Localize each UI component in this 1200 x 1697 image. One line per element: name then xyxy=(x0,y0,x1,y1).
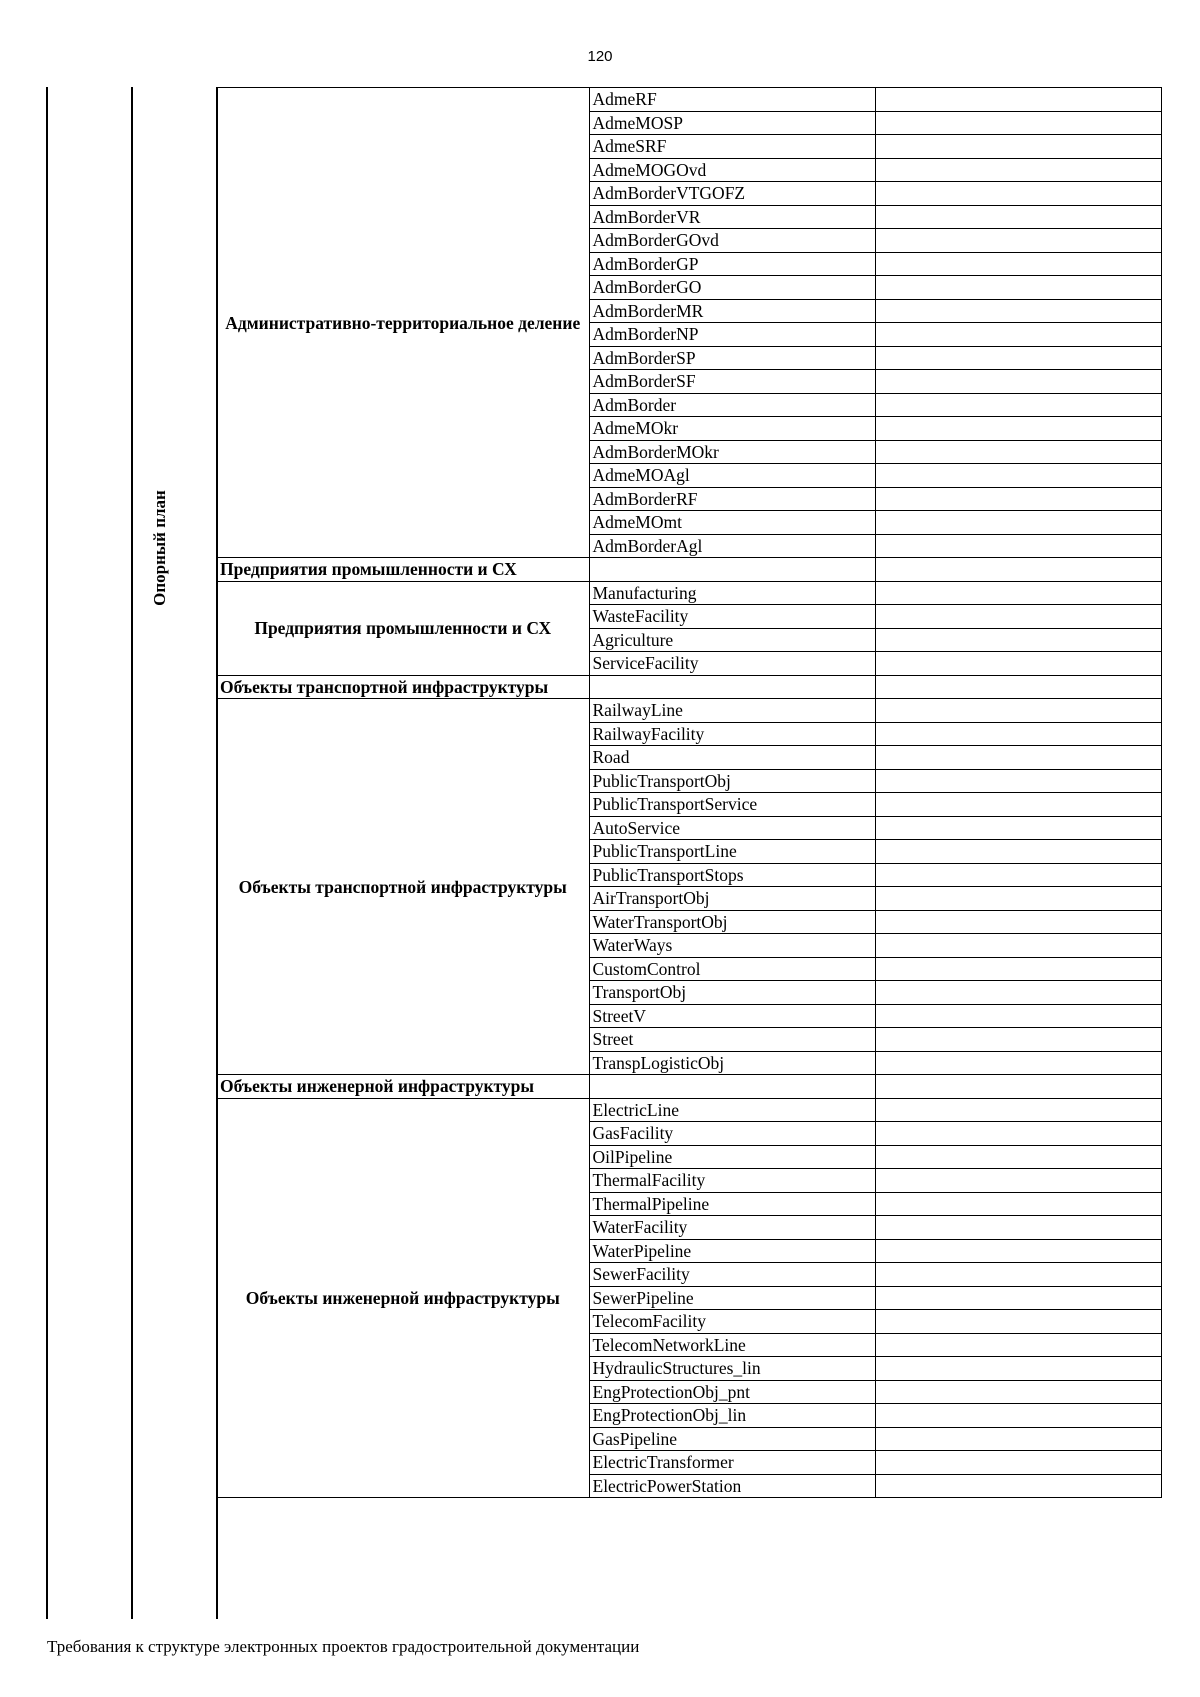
empty-cell xyxy=(875,440,1161,464)
empty-cell xyxy=(875,323,1161,347)
layer-name-cell: AdmBorderNP xyxy=(589,323,875,347)
empty-cell xyxy=(875,981,1161,1005)
empty-cell xyxy=(875,299,1161,323)
section-heading-row xyxy=(217,675,1161,699)
layer-name-cell: AdmeRF xyxy=(589,88,875,112)
layer-name-cell: WasteFacility xyxy=(589,605,875,629)
layer-name-cell: ElectricPowerStation xyxy=(589,1474,875,1498)
empty-cell xyxy=(875,746,1161,770)
section-heading-row xyxy=(217,558,1161,582)
layer-name-cell: AdmBorderAgl xyxy=(589,534,875,558)
empty-cell xyxy=(875,1028,1161,1052)
empty-cell xyxy=(875,840,1161,864)
empty-cell xyxy=(875,1263,1161,1287)
empty-cell xyxy=(875,1286,1161,1310)
left-border-line xyxy=(46,87,48,1619)
empty-cell xyxy=(875,417,1161,441)
layer-name-cell: AdmBorderSP xyxy=(589,346,875,370)
empty-cell xyxy=(875,1145,1161,1169)
footer-text: Требования к структуре электронных проектов градостроительной документации xyxy=(47,1637,640,1656)
table-row xyxy=(217,1098,1161,1122)
layer-name-cell: PublicTransportObj xyxy=(589,769,875,793)
empty-cell xyxy=(875,346,1161,370)
layer-name-cell: EngProtectionObj_lin xyxy=(589,1404,875,1428)
layer-name-cell: WaterPipeline xyxy=(589,1239,875,1263)
layer-name-cell: AdmeSRF xyxy=(589,135,875,159)
layer-name-cell: ThermalFacility xyxy=(589,1169,875,1193)
layer-name-cell: Road xyxy=(589,746,875,770)
layer-name-cell: SewerFacility xyxy=(589,1263,875,1287)
group-label: Объекты инженерной инфраструктуры xyxy=(217,1098,589,1498)
empty-cell xyxy=(875,581,1161,605)
section-heading: Объекты инженерной инфраструктуры xyxy=(217,1075,589,1099)
group-label: Предприятия промышленности и СХ xyxy=(217,581,589,675)
empty-cell xyxy=(875,628,1161,652)
layer-name-cell: CustomControl xyxy=(589,957,875,981)
layer-name-cell: AdmeMOkr xyxy=(589,417,875,441)
empty-cell xyxy=(875,1451,1161,1475)
empty-cell xyxy=(875,652,1161,676)
layer-name-cell: ThermalPipeline xyxy=(589,1192,875,1216)
layer-name-cell: PublicTransportLine xyxy=(589,840,875,864)
empty-cell xyxy=(875,934,1161,958)
empty-cell xyxy=(875,863,1161,887)
layer-name-cell: PublicTransportService xyxy=(589,793,875,817)
empty-cell xyxy=(875,699,1161,723)
empty-cell xyxy=(875,135,1161,159)
empty-cell xyxy=(875,534,1161,558)
layer-name-cell: OilPipeline xyxy=(589,1145,875,1169)
empty-cell xyxy=(875,816,1161,840)
layer-name-cell: PublicTransportStops xyxy=(589,863,875,887)
layer-name-cell: TelecomNetworkLine xyxy=(589,1333,875,1357)
layer-name-cell: RailwayLine xyxy=(589,699,875,723)
section-heading-row xyxy=(217,1075,1161,1099)
empty-cell xyxy=(875,1239,1161,1263)
layer-name-cell: AdmBorderRF xyxy=(589,487,875,511)
empty-cell xyxy=(875,370,1161,394)
column-divider-line xyxy=(131,87,133,1619)
layer-name-cell: ElectricTransformer xyxy=(589,1451,875,1475)
empty-cell xyxy=(875,1404,1161,1428)
empty-cell xyxy=(589,558,875,582)
side-label: Опорный план xyxy=(150,490,169,606)
layer-name-cell: AutoService xyxy=(589,816,875,840)
empty-cell xyxy=(875,722,1161,746)
group-label: Объекты транспортной инфраструктуры xyxy=(217,699,589,1075)
layer-name-cell: Agriculture xyxy=(589,628,875,652)
empty-cell xyxy=(875,1004,1161,1028)
layer-name-cell: RailwayFacility xyxy=(589,722,875,746)
layer-name-cell: HydraulicStructures_lin xyxy=(589,1357,875,1381)
empty-cell xyxy=(875,1216,1161,1240)
empty-cell xyxy=(875,1075,1161,1099)
layer-name-cell: EngProtectionObj_pnt xyxy=(589,1380,875,1404)
layer-name-cell: TranspLogisticObj xyxy=(589,1051,875,1075)
empty-cell xyxy=(875,1357,1161,1381)
empty-cell xyxy=(875,1474,1161,1498)
layer-name-cell: GasPipeline xyxy=(589,1427,875,1451)
layer-name-cell: AdmBorderSF xyxy=(589,370,875,394)
layer-name-cell: StreetV xyxy=(589,1004,875,1028)
layer-name-cell: AdmBorderGP xyxy=(589,252,875,276)
empty-cell xyxy=(875,1310,1161,1334)
empty-cell xyxy=(875,1122,1161,1146)
layer-name-cell: AdmeMOGOvd xyxy=(589,158,875,182)
empty-cell xyxy=(875,1380,1161,1404)
section-heading: Предприятия промышленности и СХ xyxy=(217,558,589,582)
empty-cell xyxy=(875,229,1161,253)
empty-cell xyxy=(589,1075,875,1099)
layer-name-cell: WaterTransportObj xyxy=(589,910,875,934)
empty-cell xyxy=(875,205,1161,229)
empty-cell xyxy=(875,464,1161,488)
layer-name-cell: WaterFacility xyxy=(589,1216,875,1240)
table-row xyxy=(217,699,1161,723)
layer-name-cell: Manufacturing xyxy=(589,581,875,605)
empty-cell xyxy=(875,887,1161,911)
empty-cell xyxy=(875,793,1161,817)
empty-cell xyxy=(875,1427,1161,1451)
layer-name-cell: AdmBorderVR xyxy=(589,205,875,229)
empty-cell xyxy=(875,957,1161,981)
empty-cell xyxy=(589,675,875,699)
empty-cell xyxy=(875,1098,1161,1122)
layer-name-cell: AdmBorderMR xyxy=(589,299,875,323)
layer-name-cell: WaterWays xyxy=(589,934,875,958)
empty-cell xyxy=(875,769,1161,793)
layer-name-cell: AdmBorder xyxy=(589,393,875,417)
layer-name-cell: AdmeMOAgl xyxy=(589,464,875,488)
table-row xyxy=(217,581,1161,605)
empty-cell xyxy=(875,182,1161,206)
layer-name-cell: AdmBorderGO xyxy=(589,276,875,300)
layer-name-cell: AdmBorderMOkr xyxy=(589,440,875,464)
empty-cell xyxy=(875,252,1161,276)
empty-cell xyxy=(875,511,1161,535)
layer-name-cell: AirTransportObj xyxy=(589,887,875,911)
layer-name-cell: ServiceFacility xyxy=(589,652,875,676)
empty-cell xyxy=(875,276,1161,300)
group-label: Административно-территориальное деление xyxy=(217,88,589,558)
layer-name-cell: ElectricLine xyxy=(589,1098,875,1122)
layer-name-cell: TelecomFacility xyxy=(589,1310,875,1334)
layer-name-cell: Street xyxy=(589,1028,875,1052)
layer-name-cell: AdmeMOSP xyxy=(589,111,875,135)
empty-cell xyxy=(875,910,1161,934)
table-row xyxy=(217,88,1161,112)
empty-cell xyxy=(875,1051,1161,1075)
layer-name-cell: TransportObj xyxy=(589,981,875,1005)
empty-cell xyxy=(875,111,1161,135)
section-heading: Объекты транспортной инфраструктуры xyxy=(217,675,589,699)
empty-cell xyxy=(875,675,1161,699)
empty-cell xyxy=(875,158,1161,182)
empty-cell xyxy=(875,487,1161,511)
layer-name-cell: SewerPipeline xyxy=(589,1286,875,1310)
empty-cell xyxy=(875,393,1161,417)
layers-table xyxy=(217,87,1162,1498)
empty-cell xyxy=(875,558,1161,582)
empty-cell xyxy=(875,605,1161,629)
empty-cell xyxy=(875,1333,1161,1357)
page-number: 120 xyxy=(587,48,613,65)
empty-cell xyxy=(875,88,1161,112)
empty-cell xyxy=(875,1192,1161,1216)
layer-name-cell: AdmBorderVTGOFZ xyxy=(589,182,875,206)
layer-name-cell: AdmeMOmt xyxy=(589,511,875,535)
layer-name-cell: AdmBorderGOvd xyxy=(589,229,875,253)
empty-cell xyxy=(875,1169,1161,1193)
layer-name-cell: GasFacility xyxy=(589,1122,875,1146)
